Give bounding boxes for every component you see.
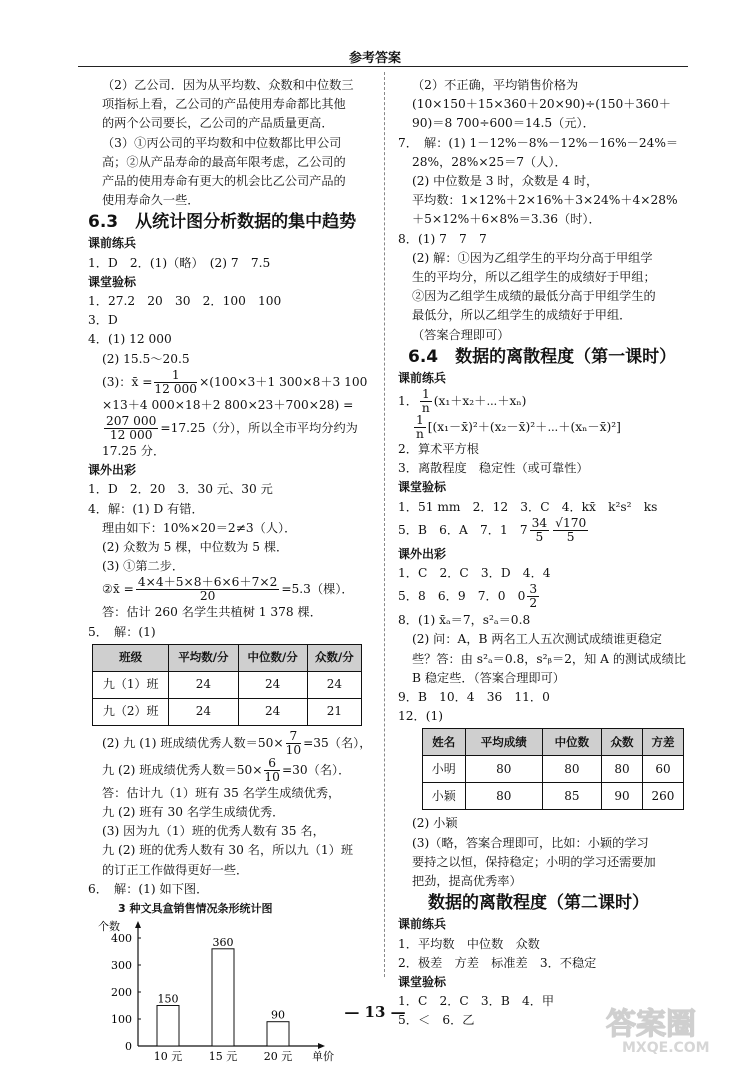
answer-line: 把劲，提高优秀率） [412,874,522,889]
answer-line: (2) 解：①因为乙组学生的平均分高于甲组学 [412,250,653,265]
table-cell: 24 [169,671,238,698]
bar-value-label: 90 [271,1008,285,1022]
chart-title: 3 种文具盒销售情况条形统计图 [118,902,273,916]
x-tick-label: 20 元 [263,1050,293,1064]
denominator: 20 [199,589,216,604]
answer-line: 7． 解：(1) 1－12%－8%－12%－16%－24%＝ [398,135,679,150]
answer-line: 1．51 mm 2．12 3．C 4．kx̄ k²s² ks [398,499,658,514]
fraction [136,576,279,603]
y-tick-label: 400 [111,932,132,946]
right-column [398,76,690,1031]
section-title: 6.3 从统计图分析数据的集中趋势 [88,212,357,233]
answer-line: 90)＝8 700÷600＝14.5（元）． [412,116,595,131]
student-stats-table [422,728,684,810]
formula-line: ×13＋4 000×18＋2 800×23＋700×28) = [102,397,354,412]
table-header: 众数/分 [307,644,361,671]
table-cell: 80 [465,783,542,810]
header-rule [78,66,688,67]
formula-text: =5.3（棵）． [281,582,354,597]
table-cell: 24 [307,671,361,698]
bar [267,1022,289,1046]
watermark-logo [600,1000,740,1055]
fraction [553,517,588,544]
table-cell: 24 [169,698,238,725]
formula-line [88,757,374,784]
table-cell: 80 [465,756,542,783]
text-line: 使用寿命久一些． [102,193,200,208]
formula-text: (x₁＋x₂＋⋯＋xₙ) [433,394,527,409]
fraction [104,415,158,442]
numerator: 6 [264,757,280,771]
bar [212,949,234,1046]
text-line: 的两个公司要长，乙公司的产品质量更高． [102,116,334,131]
subsection-label: 课外出彩 [88,463,137,478]
answer-line: 理由如下：10%×20＝2≠3（人）． [102,520,297,535]
table-cell: 21 [307,698,361,725]
answer-line: (2) 小颖 [412,816,458,831]
table-header-row [93,644,362,671]
table-cell: 80 [601,756,642,783]
table-row [423,756,684,783]
left-column [88,76,374,1075]
page-header: 参考答案 [348,51,401,66]
svg-text:MXQE.COM: MXQE.COM [622,1040,710,1055]
answer-line: （答案合理即可） [412,327,510,342]
text-line: （3）①丙公司的平均数和中位数都比甲公司 [102,135,342,150]
formula-text: =35（名）， [303,735,372,750]
fraction [414,414,426,441]
answer-line: 8．(1) x̄ₐ＝7，s²ₐ＝0.8 [398,613,531,628]
bar-value-label: 150 [157,992,179,1006]
class-stats-table [92,644,362,726]
x-tick-label: 15 元 [208,1050,238,1064]
table-cell: 80 [542,756,601,783]
text-line: 产品的使用寿命有更大的机会比乙公司产品的 [102,174,346,189]
answer-line: 生的平均分，所以乙组学生的成绩好于甲组； [412,270,656,285]
answer-line: (2) 众数为 5 棵，中位数为 5 棵． [102,540,289,555]
answer-line: 1．平均数 中位数 众数 [398,936,540,951]
table-header: 方差 [642,729,683,756]
formula-text: [(x₁－x̄)²＋(x₂－x̄)²＋⋯＋(xₙ－x̄)²] [427,420,621,435]
answer-line: B 稳定些．（答案合理即可） [412,670,565,685]
y-tick-label: 0 [125,1040,132,1054]
numerator: √170 [555,515,587,530]
y-tick-label: 100 [111,1013,132,1027]
fraction [527,583,539,610]
x-tick-label: 10 元 [153,1050,183,1064]
table-cell: 九（2）班 [93,698,169,725]
y-tick-label: 200 [111,986,132,1000]
formula-text: 九 (2) 班成绩优秀人数＝50× [102,762,263,777]
text-line: 项指标上看，乙公司的产品使用寿命都比其他 [102,97,346,112]
answer-line: (2) 中位数是 3 时，众数是 4 时， [412,174,599,189]
answer-line: 答：估计 260 名学生共植树 1 378 棵． [102,605,322,620]
denominator: 2 [529,596,538,611]
denominator: 10 [285,742,302,757]
numerator: 7 [286,730,302,744]
table-header: 平均成绩 [465,729,542,756]
table-header: 众数 [601,729,642,756]
x-axis-label: 单价 [312,1050,334,1064]
subsection-label: 课前练兵 [398,917,447,932]
denominator: 12 000 [109,428,153,443]
numerator: 34 [531,515,548,530]
subsection-label: 课堂验标 [398,974,447,989]
table-header: 平均数/分 [169,644,238,671]
y-tick-label: 300 [111,959,132,973]
answer-line: 9．B 10．4 36 11．0 [398,690,550,705]
text-line: （2）乙公司．因为从平均数、众数和中位数三 [102,78,354,92]
formula-text: 1． [398,394,418,409]
answer-line: 答：估计九（1）班有 35 名学生成绩优秀， [102,785,341,800]
formula-line [398,583,690,611]
answer-line: 4．解：(1) D 有错． [88,501,204,516]
page-number: — 13 — [344,1003,406,1021]
table-cell: 小颖 [423,783,466,810]
table-cell: 260 [642,783,683,810]
denominator: 5 [566,529,575,544]
fraction [530,517,550,544]
fraction [286,730,302,757]
answer-line: (2) 问：A，B 两名工人五次测试成绩谁更稳定 [412,632,662,647]
answer-line: 1．C 2．C 3．B 4．甲 [398,994,555,1009]
denominator: n [421,401,430,416]
fraction [154,369,197,396]
answer-line: 5．＜ 6．乙 [398,1013,475,1028]
denominator: 10 [264,769,280,784]
table-cell: 85 [542,783,601,810]
numerator: 207 000 [106,414,157,429]
table-row [423,783,684,810]
answer-line: 的订正工作做得更好一些． [102,862,249,877]
table-cell: 九（1）班 [93,671,169,698]
fraction [420,388,432,415]
subsection-label: 课堂验标 [398,480,447,495]
formula-line [88,576,374,603]
table-cell: 24 [238,671,307,698]
answer-line: 3．D [88,313,118,328]
table-cell: 60 [642,756,683,783]
column-divider [384,72,385,977]
answer-line: （2）不正确，平均销售价格为 [412,78,579,92]
fraction [264,757,280,784]
answer-line: 九 (2) 班有 30 名学生成绩优秀． [102,805,285,820]
table-cell: 90 [601,783,642,810]
denominator: 5 [535,529,544,544]
subsection-label: 课前练兵 [398,370,447,385]
answer-line: 17.25 分． [102,444,166,459]
table-header: 姓名 [423,729,466,756]
answer-line: (3)（略，答案合理即可，比如：小颖的学习 [412,835,649,850]
answer-line: (2) 15.5～20.5 [102,351,190,366]
formula-line [398,388,690,414]
table-row [93,671,362,698]
denominator: 12 000 [154,381,198,396]
section-title: 6.4 数据的离散程度（第一课时） [408,346,677,367]
answer-line: 4．(1) 12 000 [88,332,172,347]
svg-text:答案圈: 答案圈 [606,1007,696,1042]
subsection-label: 课外出彩 [398,546,447,561]
answer-line: 8．(1) 7 7 7 [398,231,487,246]
answer-line: 3．离散程度 稳定性（或可靠性） [398,461,589,476]
answer-line: 1．C 2．C 3．D 4．4 [398,566,551,581]
y-axis-arrow [135,921,141,928]
answer-line: (3) ①第二步． [102,559,185,574]
formula-line [88,730,374,757]
formula-text: ×(100×3＋1 300×8＋3 100 [199,374,368,389]
answer-line: 1．D 2．(1)（略） (2) 7 7.5 [88,255,271,270]
numerator: 3 [529,582,538,597]
formula-line [398,517,690,545]
answer-line: 6． 解：(1) 如下图． [88,881,209,896]
text-line: 高；②从产品寿命的最高年限考虑，乙公司的 [102,154,346,169]
formula-line [398,414,690,440]
table-header-row [423,729,684,756]
answer-line: 要持之以恒，保持稳定；小明的学习还需要加 [412,854,656,869]
table-header: 中位数/分 [238,644,307,671]
answer-line: 12．(1) [398,709,443,724]
numerator: 1 [421,387,430,402]
table-cell: 24 [238,698,307,725]
answer-line: 九 (2) 班的优秀人数有 30 名，所以九（1）班 [102,843,354,858]
answer-line: 5． 解：(1) [88,624,156,639]
formula-line [88,369,374,396]
answer-line: 28%，28%×25＝7（人）． [412,154,567,169]
numerator: 1 [416,413,424,428]
numerator: 4×4＋5×8＋6×6＋7×2 [137,575,278,590]
answer-line: 2．极差 方差 标准差 3．不稳定 [398,955,597,970]
table-row [93,698,362,725]
x-axis-arrow [318,1043,325,1049]
formula-text: 5．8 6．9 7．0 0 [398,589,526,604]
answer-line: (3) 因为九（1）班的优秀人数有 35 名， [102,824,325,839]
table-cell: 小明 [423,756,466,783]
answer-line: ＋5×12%＋6×8%＝3.36（时）． [412,212,601,227]
table-header: 班级 [93,644,169,671]
denominator: n [415,427,424,442]
formula-line [88,415,374,442]
answer-line: 1．27.2 20 30 2．100 100 [88,294,282,309]
answer-line: 最低分，所以乙组学生的成绩好于甲组． [412,308,632,323]
answer-line: 些？答：由 s²ₐ＝0.8，s²ᵦ＝2，知 A 的测试成绩比 [412,651,686,666]
subsection-label: 课堂验标 [88,274,137,289]
bar-value-label: 360 [212,936,234,950]
numerator: 1 [154,369,197,383]
formula-text: =30（名）． [281,762,351,777]
formula-text: (2) 九 (1) 班成绩优秀人数＝50× [102,735,284,750]
answer-line: ②因为乙组学生成绩的最低分高于甲组学生的 [412,289,656,304]
y-axis-label: 个数 [98,920,120,934]
bar-chart [88,918,374,1068]
formula-text: =17.25（分），所以全市平均分约为 [160,421,358,436]
answer-line: 1．D 2．20 3．30 元、30 元 [88,482,273,497]
answer-line: 2．算术平方根 [398,442,479,457]
section-title: 数据的离散程度（第二课时） [428,893,649,914]
formula-text: ②x̄ = [102,582,134,597]
subsection-label: 课前练兵 [88,236,137,251]
answer-line: (10×150＋15×360＋20×90)÷(150＋360＋ [412,97,671,112]
table-header: 中位数 [542,729,601,756]
formula-text: (3)：x̄ = [102,374,153,389]
answer-line: 平均数：1×12%＋2×16%＋3×24%＋4×28% [412,193,678,208]
formula-text: 5．B 6．A 7．1 7 [398,522,528,537]
